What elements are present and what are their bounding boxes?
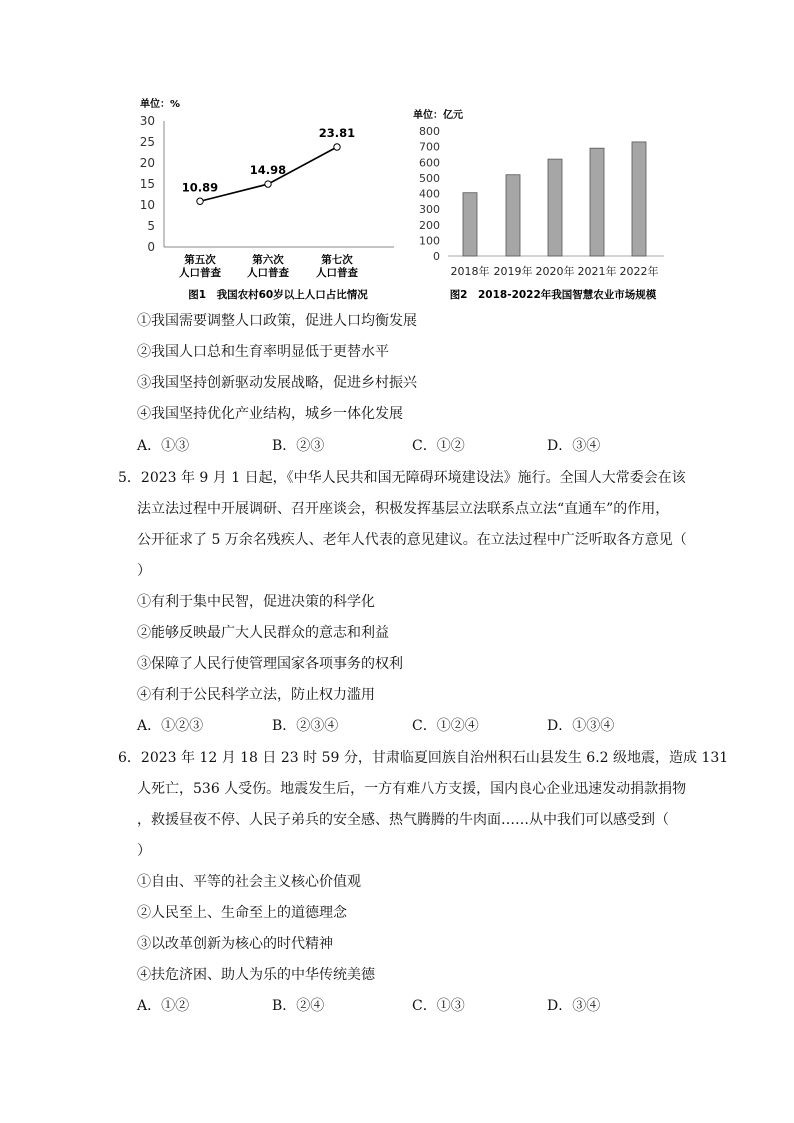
q6-option-c[interactable]: C．①③ <box>412 998 465 1014</box>
fig2-unit-label: 单位：亿元 <box>413 110 463 121</box>
fig2-xtick-label: 2018年 <box>450 265 490 278</box>
fig1-y-axis <box>140 114 155 254</box>
q4-option-d[interactable]: D．③④ <box>547 438 601 454</box>
fig2-xtick-label: 2020年 <box>535 265 575 278</box>
fig1-xtick-label: 人口普查 <box>179 267 221 279</box>
fig1-ytick-label: 0 <box>147 240 155 254</box>
q4-item-4: ④我国坚持优化产业结构，城乡一体化发展 <box>137 406 403 422</box>
q4-options <box>137 437 697 455</box>
q5-option-c[interactable]: C．①②④ <box>412 718 479 734</box>
q4-item-2: ②我国人口总和生育率明显低于更替水平 <box>137 344 389 360</box>
q5-option-b[interactable]: B．②③④ <box>272 718 339 734</box>
fig2-ytick-label: 700 <box>419 140 440 154</box>
q5-stem-line-4: ） <box>137 563 151 579</box>
fig2-ytick-label: 100 <box>419 234 440 248</box>
q6-option-a[interactable]: A．①② <box>137 998 190 1014</box>
fig2-bar <box>548 159 562 256</box>
q5-stem-line-3: 公开征求了 5 万余名残疾人、老年人代表的意见建议。在立法过程中广泛听取各方意见（ <box>137 532 687 548</box>
q4-item-1: ①我国需要调整人口政策，促进人口均衡发展 <box>137 313 417 329</box>
fig2-bar <box>590 148 604 256</box>
charts-area <box>0 0 794 310</box>
q4-option-a[interactable]: A．①③ <box>137 438 190 454</box>
fig2-xtick-label: 2021年 <box>577 265 617 278</box>
q5-stem-line-1: 5．2023 年 9 月 1 日起，《中华人民共和国无障碍环境建设法》施行。全国人大常委会在该 <box>118 470 686 486</box>
q6-item-4: ④扶危济困、助人为乐的中华传统美德 <box>137 967 375 983</box>
fig2-ytick-label: 0 <box>433 250 440 263</box>
fig1-data-label: 23.81 <box>318 125 356 140</box>
fig1-xtick-label: 人口普查 <box>247 267 289 279</box>
fig1-ytick-label: 25 <box>139 135 155 149</box>
fig1-caption: 图1 我国农村60岁以上人口占比情况 <box>188 289 368 301</box>
fig1-unit-label: 单位：% <box>140 99 181 110</box>
q6-item-2: ②人民至上、生命至上的道德理念 <box>137 905 347 921</box>
fig2-ytick-label: 300 <box>419 203 440 217</box>
fig1-xtick-label: 第六次 <box>252 254 284 266</box>
fig1-xtick-label: 人口普查 <box>316 267 358 279</box>
q6-options <box>137 997 697 1015</box>
fig2-xtick-label: 2019年 <box>493 265 533 278</box>
q6-option-d[interactable]: D．③④ <box>547 998 601 1014</box>
q6-stem-line-4: ） <box>137 843 151 859</box>
fig1-data-point <box>265 181 271 187</box>
q5-item-1: ①有利于集中民智，促进决策的科学化 <box>137 594 375 610</box>
fig1-data-label: 10.89 <box>181 180 219 195</box>
fig2-caption: 图2 2018-2022年我国智慧农业市场规模 <box>449 289 657 301</box>
fig2-chart <box>413 108 664 301</box>
fig2-bar <box>463 193 477 256</box>
fig2-x-axis <box>451 264 659 278</box>
fig2-ytick-label: 200 <box>419 218 440 232</box>
fig2-bars <box>463 142 646 256</box>
fig1-ytick-label: 10 <box>139 198 155 212</box>
q6-item-3: ③以改革创新为核心的时代精神 <box>137 936 333 952</box>
fig2-ytick-label: 600 <box>419 156 440 170</box>
fig1-ytick-label: 5 <box>147 219 155 233</box>
q5-option-a[interactable]: A．①②③ <box>137 718 204 734</box>
q5-item-3: ③保障了人民行使管理国家各项事务的权利 <box>137 656 403 672</box>
q4-option-b[interactable]: B．②③ <box>272 438 325 454</box>
q5-option-d[interactable]: D．①③④ <box>547 718 615 734</box>
q5-options <box>137 717 697 735</box>
q6-item-1: ①自由、平等的社会主义核心价值观 <box>137 874 361 890</box>
q6-stem-line-1: 6．2023 年 12 月 18 日 23 时 59 分，甘肃临夏回族自治州积石山县发生 6.2 级地震，造成 131 <box>118 750 729 766</box>
fig1-points <box>182 126 355 204</box>
q6-stem-line-2: 人死亡，536 人受伤。地震发生后，一方有难八方支援，国内良心企业迅速发动捐款捐物 <box>137 781 687 797</box>
fig1-x-axis <box>179 253 358 279</box>
fig1-data-point <box>334 144 340 150</box>
fig1-data-point <box>197 198 203 204</box>
q5-item-2: ②能够反映最广大人民群众的意志和利益 <box>137 625 389 641</box>
q6-stem-line-3: ，救援昼夜不停、人民子弟兵的安全感、热气腾腾的牛肉面……从中我们可以感受到（ <box>137 812 669 828</box>
fig1-chart <box>140 97 394 301</box>
fig2-ytick-label: 500 <box>419 171 440 185</box>
fig1-xtick-label: 第五次 <box>184 254 216 266</box>
fig2-ytick-label: 400 <box>419 187 440 201</box>
fig2-bar <box>506 175 520 256</box>
q4-item-3: ③我国坚持创新驱动发展战略，促进乡村振兴 <box>137 375 417 391</box>
fig2-ytick-label: 800 <box>419 125 440 138</box>
fig2-y-axis <box>419 125 440 263</box>
fig1-ytick-label: 15 <box>139 177 155 191</box>
fig1-ytick-label: 20 <box>139 156 155 170</box>
q5-stem-line-2: 法立法过程中开展调研、召开座谈会，积极发挥基层立法联系点立法“直通车”的作用， <box>137 501 670 517</box>
q4-option-c[interactable]: C．①② <box>412 438 465 454</box>
fig1-data-label: 14.98 <box>249 163 287 178</box>
fig1-xtick-label: 第七次 <box>321 254 353 266</box>
fig2-xtick-label: 2022年 <box>619 265 659 278</box>
q6-option-b[interactable]: B．②④ <box>272 998 325 1014</box>
q5-item-4: ④有利于公民科学立法，防止权力滥用 <box>137 687 375 703</box>
fig1-ytick-label: 30 <box>139 114 155 128</box>
fig2-bar <box>632 142 646 256</box>
